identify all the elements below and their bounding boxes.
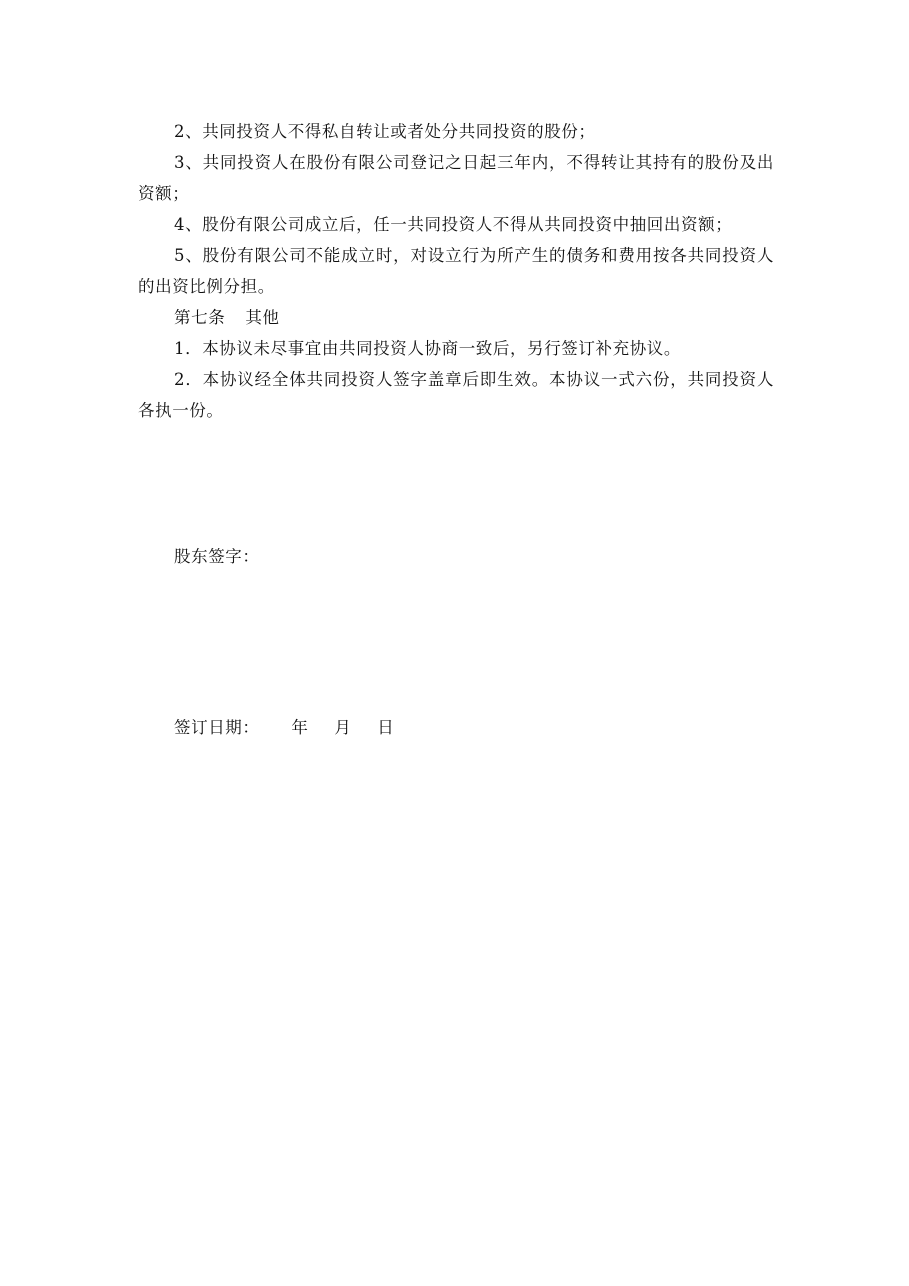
date-month-unit: 月 <box>334 718 352 737</box>
clause-3: 3、共同投资人在股份有限公司登记之日起三年内，不得转让其持有的股份及出资额； <box>138 153 774 203</box>
document-body <box>138 116 774 426</box>
article-7-heading <box>138 302 774 333</box>
clause-4: 4、股份有限公司成立后，任一共同投资人不得从共同投资中抽回出资额； <box>174 215 733 234</box>
signature-line <box>174 541 260 572</box>
clause-2: 2、共同投资人不得私自转让或者处分共同投资的股份； <box>174 122 596 141</box>
article-7-title: 其他 <box>245 308 280 327</box>
signature-label: 股东签字： <box>174 547 260 566</box>
clause-5: 5、股份有限公司不能成立时，对设立行为所产生的债务和费用按各共同投资人的出资比例分担。 <box>138 246 774 296</box>
signing-date-line <box>174 712 394 743</box>
article-7-number: 第七条 <box>174 308 226 327</box>
date-day-unit: 日 <box>377 718 395 737</box>
article-7-item-1: 1．本协议未尽事宜由共同投资人协商一致后，另行签订补充协议。 <box>174 339 681 358</box>
article-7-item-2: 2．本协议经全体共同投资人签字盖章后即生效。本协议一式六份，共同投资人各执一份。 <box>138 370 774 420</box>
date-year-unit: 年 <box>291 718 309 737</box>
signing-date-label: 签订日期： <box>174 718 260 737</box>
